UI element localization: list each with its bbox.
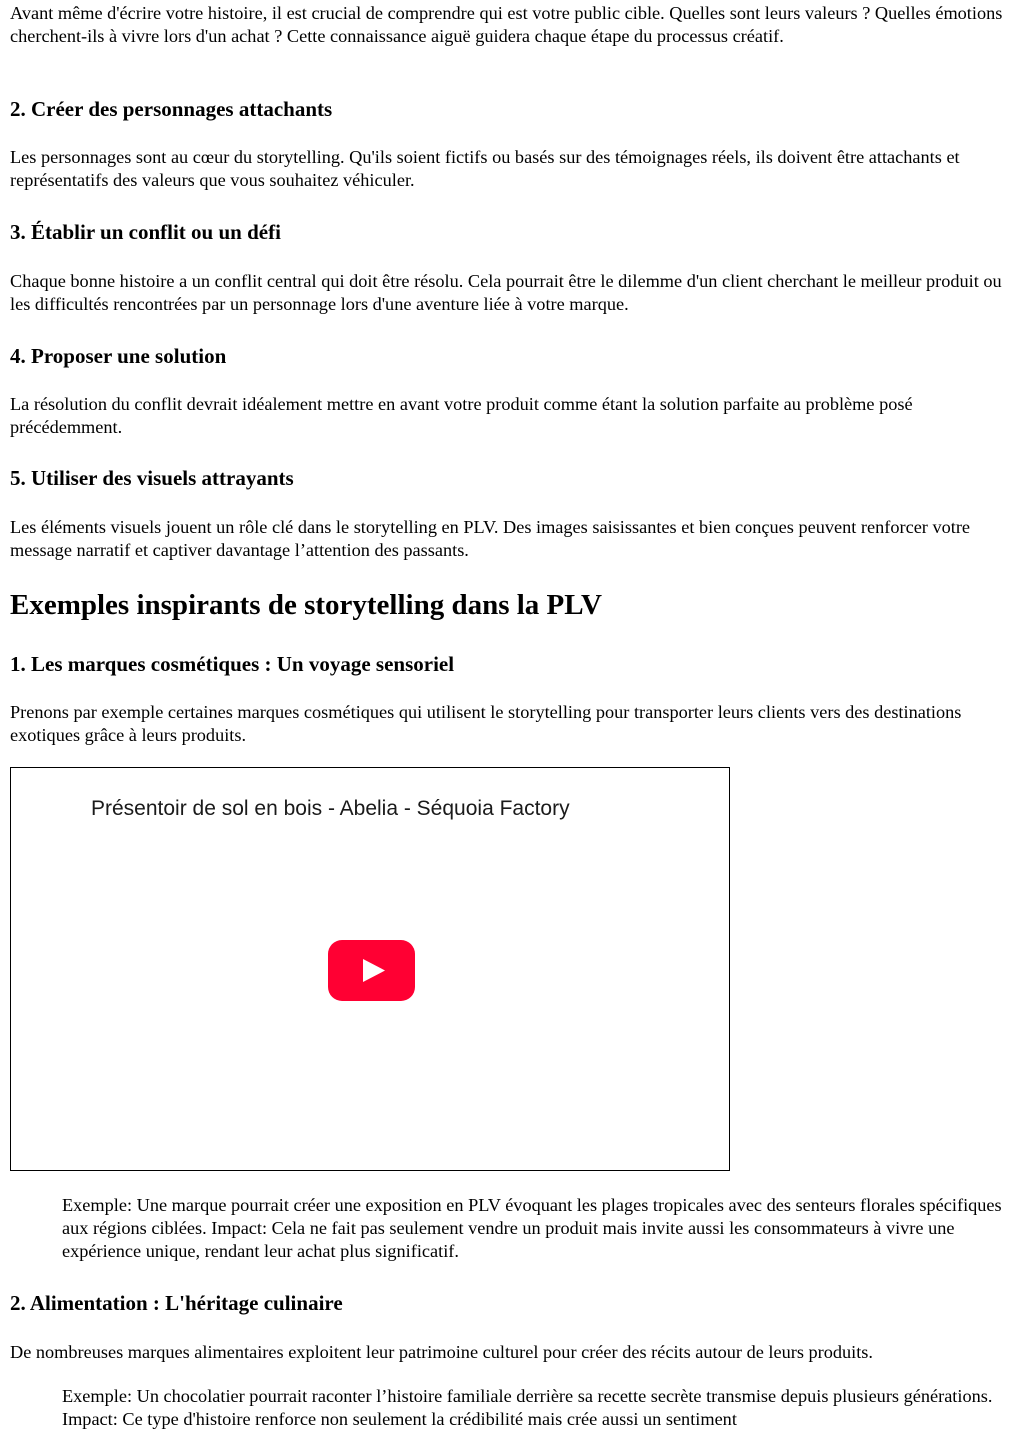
step-5-heading: 5. Utiliser des visuels attrayants (10, 466, 294, 490)
intro-paragraph: Avant même d'écrire votre histoire, il est crucial de comprendre qui est votre public cible. Quelles sont leurs valeurs ? Quelles émotions cherchent-ils à vivre lors d'un achat ? Cette connaissance aiguë guidera chaque étape du processus créatif. (10, 3, 1003, 46)
example-1-paragraph: Prenons par exemple certaines marques cosmétiques qui utilisent le storytelling pour transporter leurs clients vers des destinations exotiques grâce à leurs produits. (10, 702, 962, 745)
step-3-paragraph: Chaque bonne histoire a un conflit central qui doit être résolu. Cela pourrait être le dilemme d'un client cherchant le meilleur produit ou les difficultés rencontrées par un personnage lors d'une aventure liée à votre marque. (10, 271, 1002, 314)
youtube-play-button[interactable] (328, 940, 415, 1001)
youtube-video-embed[interactable] (10, 767, 730, 1171)
example-1-blockquote: Exemple: Une marque pourrait créer une exposition en PLV évoquant les plages tropicales avec des senteurs florales spécifiques aux régions ciblées. Impact: Cela ne fait pas seulement vendre un produit mais invite aussi les consommateurs à vivre une expérience unique, rendant leur achat plus significatif. (62, 1195, 1002, 1261)
example-2-heading: 2. Alimentation : L'héritage culinaire (10, 1291, 343, 1315)
video-title[interactable]: Présentoir de sol en bois - Abelia - Séquoia Factory (91, 797, 570, 820)
step-2-heading: 2. Créer des personnages attachants (10, 97, 333, 121)
example-2-blockquote: Exemple: Un chocolatier pourrait raconter l’histoire familiale derrière sa recette secrète transmise depuis plusieurs générations. Impact: Ce type d'histoire renforce non seulement la crédibilité mais crée aussi un sentiment (62, 1386, 993, 1429)
step-2-paragraph: Les personnages sont au cœur du storytelling. Qu'ils soient fictifs ou basés sur des témoignages réels, ils doivent être attachants et représentatifs des valeurs que vous souhaitez véhiculer. (10, 147, 960, 190)
youtube-play-icon (328, 940, 415, 1001)
step-4-paragraph: La résolution du conflit devrait idéalement mettre en avant votre produit comme étant la solution parfaite au problème posé précédemment. (10, 394, 913, 437)
examples-section-heading: Exemples inspirants de storytelling dans la PLV (10, 589, 602, 621)
example-1-heading: 1. Les marques cosmétiques : Un voyage sensoriel (10, 652, 455, 676)
example-2-paragraph: De nombreuses marques alimentaires exploitent leur patrimoine culturel pour créer des récits autour de leurs produits. (10, 1342, 873, 1362)
step-5-paragraph: Les éléments visuels jouent un rôle clé dans le storytelling en PLV. Des images saisissantes et bien conçues peuvent renforcer votre message narratif et captiver davantage l’attention des passants. (10, 517, 971, 560)
step-3-heading: 3. Établir un conflit ou un défi (10, 220, 281, 244)
step-4-heading: 4. Proposer une solution (10, 344, 227, 368)
